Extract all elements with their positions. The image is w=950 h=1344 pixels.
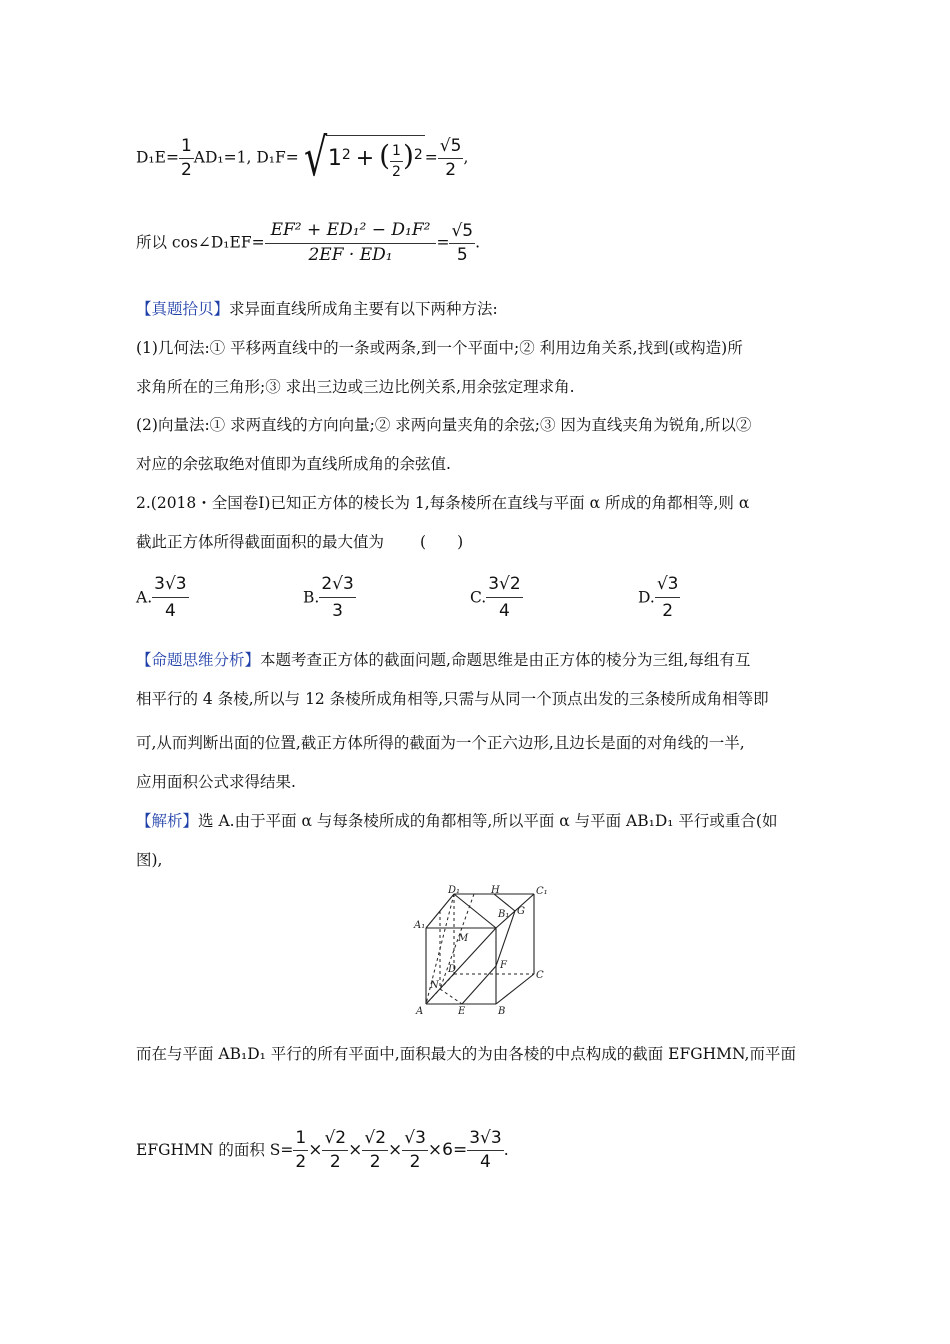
half-fraction: $\frac{1}{2}$ bbox=[180, 135, 192, 180]
label-n: N bbox=[430, 980, 439, 991]
label-a: A bbox=[416, 1006, 424, 1017]
analysis-line1: 【命题思维分析】本题考查正方体的截面问题,命题思维是由正方体的棱分为三组,每组有互 bbox=[136, 651, 751, 669]
tips-method1-line2: 求角所在的三角形;③ 求出三边或三边比例关系,用余弦定理求角. bbox=[136, 378, 575, 396]
label-h: H bbox=[491, 885, 500, 896]
label-f: F bbox=[500, 960, 507, 971]
solution-area: EFGHMN 的面积 S= $\frac{1}{2}$ × $\frac{√2}{2}$ × $\frac{√2}{2}$ × $\frac{√3}{2}$ ×6= $\frac{3√3}{4}$ . bbox=[136, 1128, 509, 1172]
label-c: C bbox=[536, 970, 544, 981]
label-g: G bbox=[517, 906, 525, 917]
sqrt-body: $1^2$ + ( $\frac{1}{2}$ )$^2$ bbox=[326, 135, 425, 181]
analysis-line4: 应用面积公式求得结果. bbox=[136, 773, 296, 791]
cos-fraction: $\frac{\text{EF² + ED₁² − D₁F²}}{\text{2EF · ED₁}}$ bbox=[265, 222, 437, 264]
analysis-tag: 【命题思维分析】 bbox=[136, 651, 261, 669]
label-d1: D₁ bbox=[448, 885, 461, 896]
d1f-result: $\frac{√5}{2}$ bbox=[439, 135, 462, 180]
label-m: M bbox=[458, 933, 469, 944]
analysis-line2: 相平行的 4 条棱,所以与 12 条棱所成角相等,只需与从同一个顶点出发的三条棱所成角相等即 bbox=[136, 690, 769, 708]
d1e-tail: AD₁=1, D₁F= bbox=[193, 148, 299, 167]
answer-blank: ( ) bbox=[420, 533, 464, 551]
cos-result: $\frac{√5}{5}$ bbox=[451, 220, 474, 265]
tips-method2-line2: 对应的余弦取绝对值即为直线所成角的余弦值. bbox=[136, 455, 451, 473]
solution-after-figure: 而在与平面 AB₁D₁ 平行的所有平面中,面积最大的为由各棱的中点构成的截面 EFGHMN,而平面 bbox=[136, 1045, 796, 1063]
cube-figure bbox=[412, 884, 552, 1024]
analysis-line3: 可,从而判断出面的位置,截正方体所得的截面为一个正六边形,且边长是面的对角线的一半, bbox=[136, 734, 745, 752]
label-e: E bbox=[458, 1006, 466, 1017]
sqrt-radical: √ bbox=[303, 128, 327, 188]
cube-diagram bbox=[412, 884, 552, 1020]
label-d: D bbox=[448, 964, 457, 975]
tips-method2-line1: (2)向量法:① 求两直线的方向向量;② 求两向量夹角的余弦;③ 因为直线夹角为锐角,所以② bbox=[136, 416, 752, 434]
label-c1: C₁ bbox=[536, 886, 548, 897]
calc-d1e-d1f: D₁E= $\frac{1}{2}$ AD₁=1, $D_1F=√1^2$ + ( $\frac{1}{2}$ )$^2$ = $\frac{√5}{2}$ , bbox=[136, 128, 469, 188]
question-line1: 2.(2018・全国卷Ⅰ)已知正方体的棱长为 1,每条棱所在直线与平面 α 所成的角都相等,则 α bbox=[136, 494, 750, 512]
option-b: B. $\frac{2√3}{3}$ bbox=[303, 574, 354, 621]
calc-cos-angle: 所以 cos∠D₁EF= $\frac{\text{EF² + ED₁² − D₁F²}}{\text{2EF · ED₁}}$ = $\frac{√5}{5}$ . bbox=[136, 220, 481, 265]
question-line2: 截此正方体所得截面面积的最大值为 ( ) bbox=[136, 533, 464, 551]
tips-tag: 【真题拾贝】 bbox=[136, 300, 230, 318]
option-c: C. $\frac{3√2}{4}$ bbox=[470, 574, 521, 621]
solution-line2: 图), bbox=[136, 851, 163, 869]
tips-intro: 【真题拾贝】求异面直线所成角主要有以下两种方法: bbox=[136, 300, 498, 318]
d1e-label: D₁E= bbox=[136, 148, 179, 167]
inner-half-fraction: $\frac{1}{2}$ bbox=[392, 142, 401, 180]
option-a: A. $\frac{3√3}{4}$ bbox=[136, 574, 187, 621]
option-d: D. $\frac{√3}{2}$ bbox=[638, 574, 679, 621]
label-b: B bbox=[498, 1006, 506, 1017]
label-a1: A₁ bbox=[414, 920, 426, 931]
solution-tag: 【解析】 bbox=[136, 812, 199, 830]
tips-method1-line1: (1)几何法:① 平移两直线中的一条或两条,到一个平面中;② 利用边角关系,找到(或构造)所 bbox=[136, 339, 743, 357]
solution-line1: 【解析】选 A.由于平面 α 与每条棱所成的角都相等,所以平面 α 与平面 AB₁D₁ 平行或重合(如 bbox=[136, 812, 778, 830]
label-b1: B₁ bbox=[498, 909, 510, 920]
